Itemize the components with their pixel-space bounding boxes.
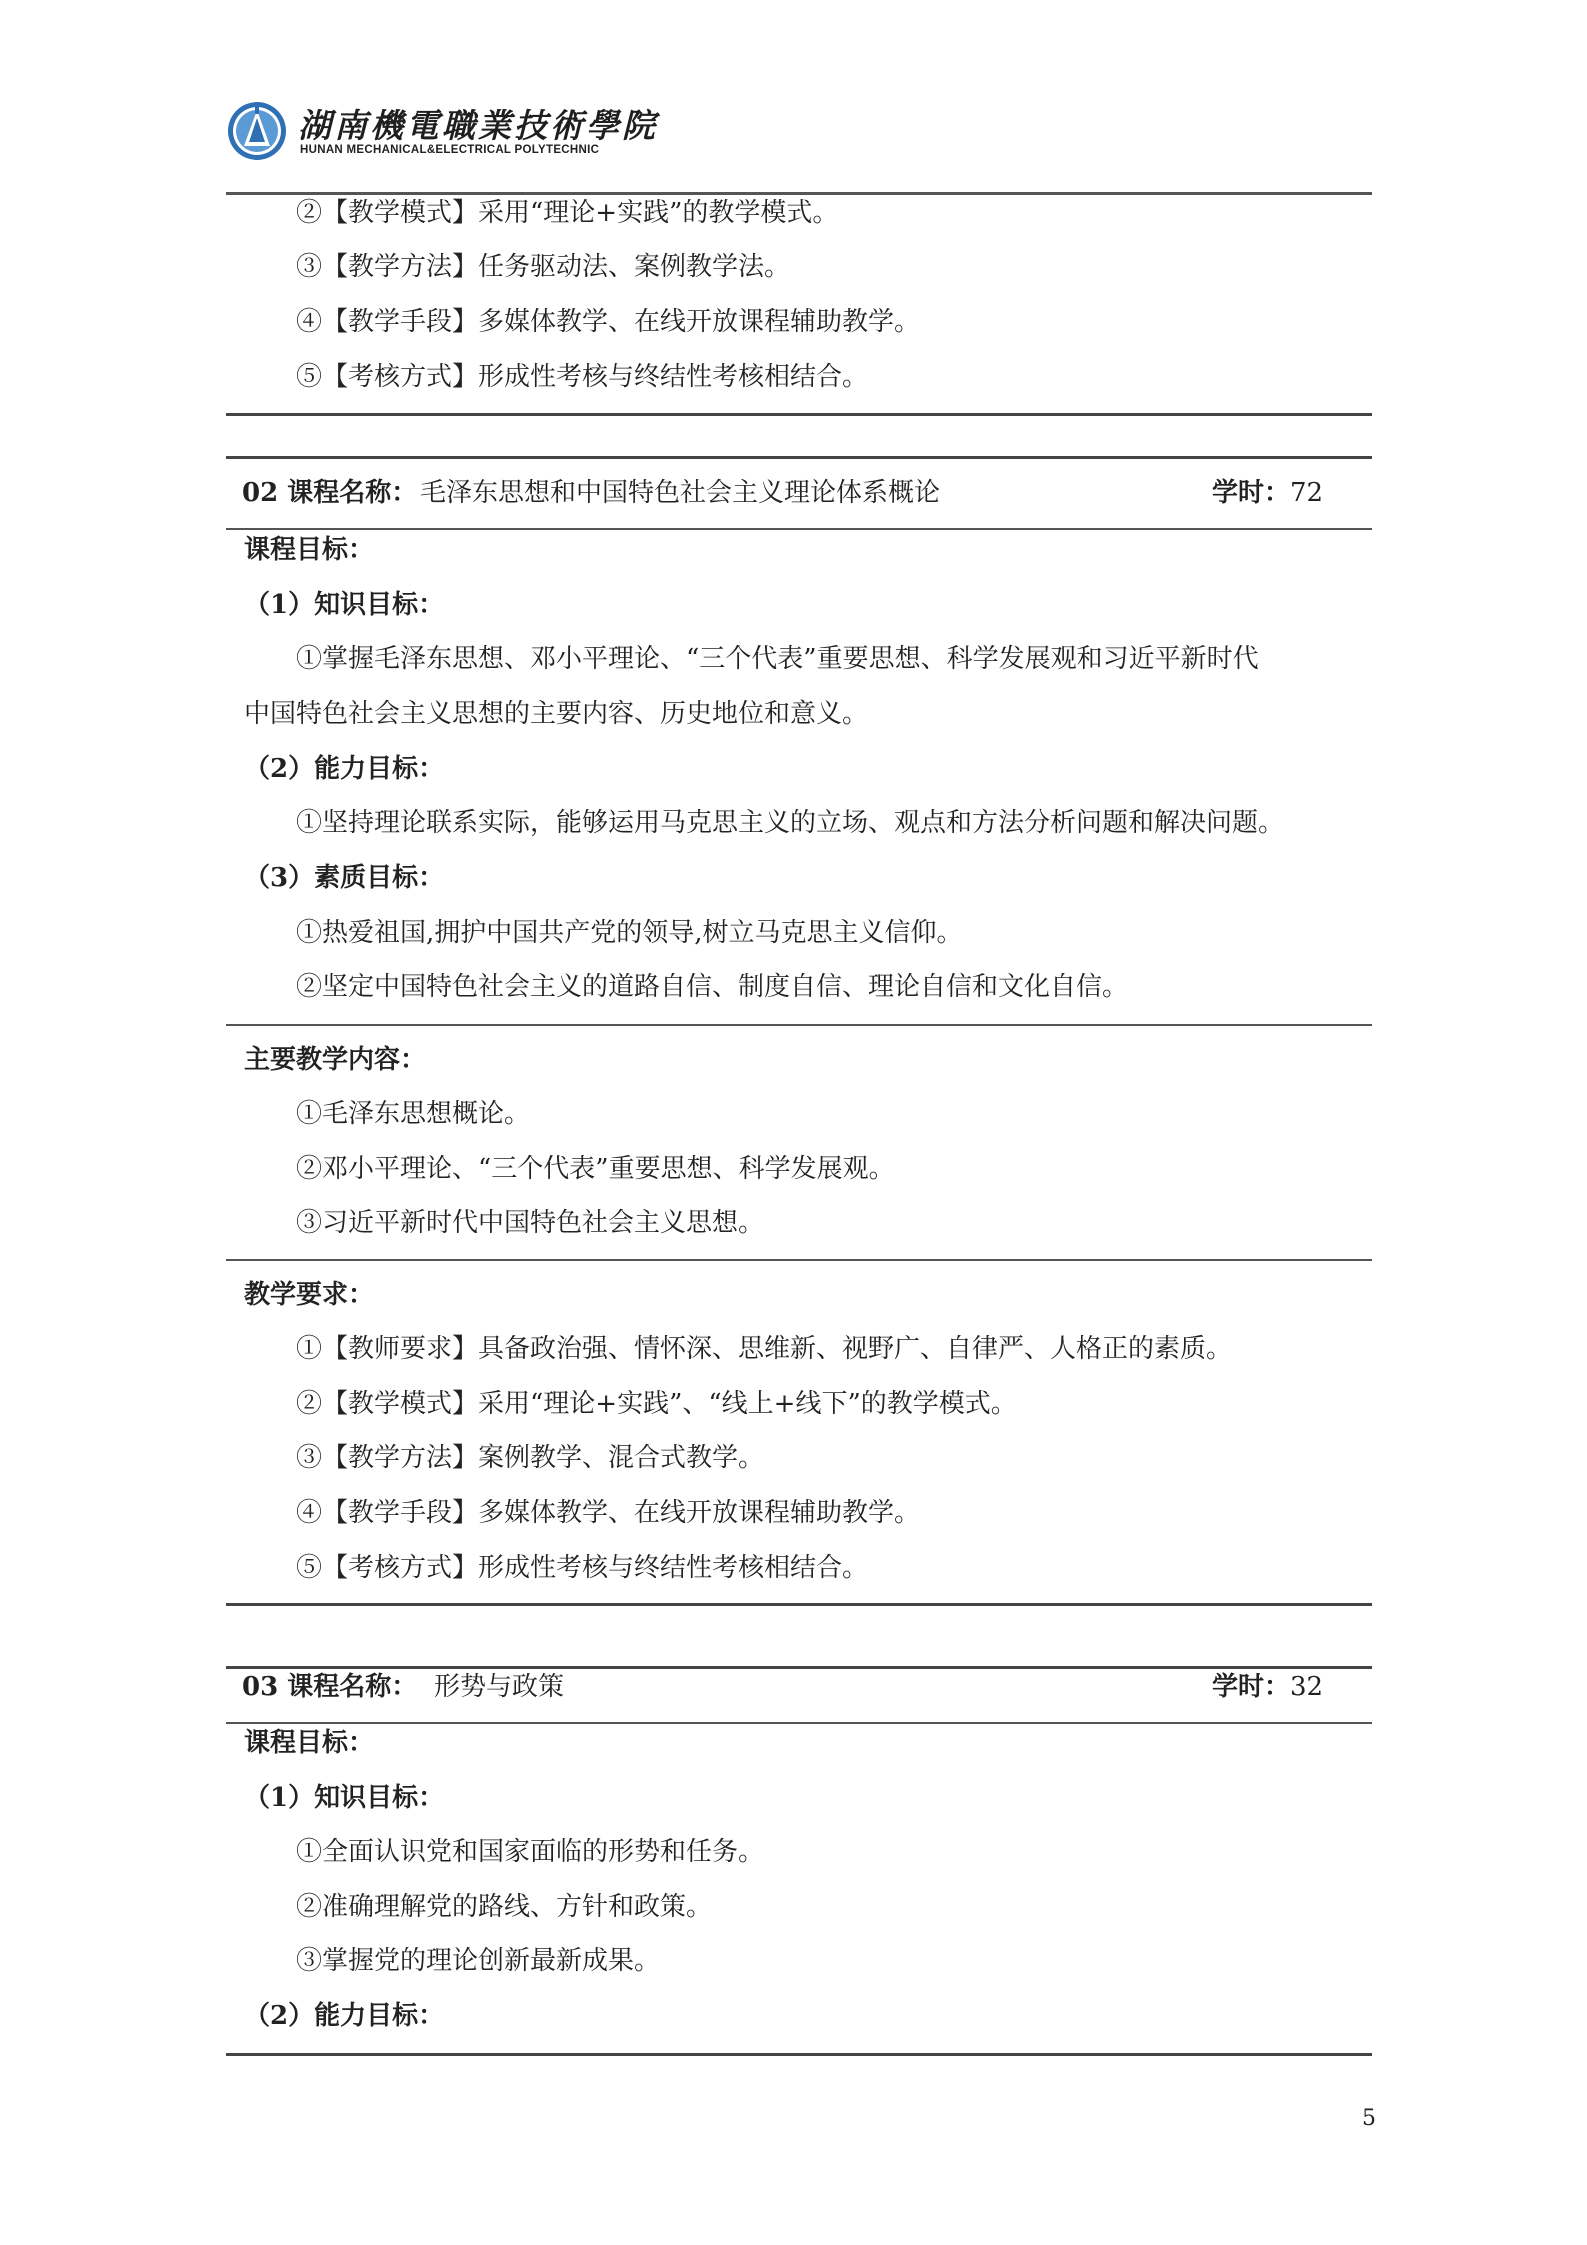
row-rule bbox=[226, 1259, 1372, 1261]
content-item: ②邓小平理论、“三个代表”重要思想、科学发展观。 bbox=[296, 1154, 895, 1184]
requirement-item: ⑤【考核方式】形成性考核与终结性考核相结合。 bbox=[296, 362, 869, 392]
requirements-title: 教学要求： bbox=[244, 1280, 375, 1310]
ability-title: （2）能力目标： bbox=[244, 754, 445, 784]
requirement-item: ②【教学模式】采用“理论+实践”的教学模式。 bbox=[296, 198, 839, 228]
knowledge-title: （1）知识目标： bbox=[244, 1783, 445, 1813]
knowledge-line: 中国特色社会主义思想的主要内容、历史地位和意义。 bbox=[244, 699, 869, 729]
table-top-rule bbox=[226, 1666, 1372, 1669]
quality-line: ①热爱祖国,拥护中国共产党的领导,树立马克思主义信仰。 bbox=[296, 918, 963, 948]
row-rule bbox=[226, 1722, 1372, 1724]
hours-value: 32 bbox=[1290, 1672, 1324, 1702]
school-logo-icon bbox=[226, 100, 288, 162]
hours-label: 学时： bbox=[1212, 478, 1291, 508]
knowledge-line: ①全面认识党和国家面临的形势和任务。 bbox=[296, 1837, 765, 1867]
knowledge-title: （1）知识目标： bbox=[244, 590, 445, 620]
requirement-item: ②【教学模式】采用“理论+实践”、“线上+线下”的教学模式。 bbox=[296, 1389, 1017, 1419]
row-rule bbox=[226, 528, 1372, 530]
requirement-item: ④【教学手段】多媒体教学、在线开放课程辅助教学。 bbox=[296, 307, 921, 337]
quality-line: ②坚定中国特色社会主义的道路自信、制度自信、理论自信和文化自信。 bbox=[296, 972, 1129, 1002]
content-title: 主要教学内容： bbox=[244, 1045, 427, 1075]
table-top-rule bbox=[226, 456, 1372, 459]
quality-title: （3）素质目标： bbox=[244, 863, 445, 893]
row-rule bbox=[226, 1024, 1372, 1026]
course-name-label: 03 课程名称： bbox=[242, 1672, 418, 1702]
course-name: 形势与政策 bbox=[434, 1672, 565, 1702]
requirement-item: ①【教师要求】具备政治强、情怀深、思维新、视野广、自律严、人格正的素质。 bbox=[296, 1334, 1233, 1364]
ability-line: ①坚持理论联系实际，能够运用马克思主义的立场、观点和方法分析问题和解决问题。 bbox=[296, 808, 1285, 838]
course-name-label: 02 课程名称： bbox=[242, 478, 418, 508]
goals-title: 课程目标： bbox=[244, 535, 375, 565]
goals-title: 课程目标： bbox=[244, 1728, 375, 1758]
course-hours bbox=[1212, 1674, 1323, 1700]
hours-value: 72 bbox=[1290, 478, 1324, 508]
requirement-item: ⑤【考核方式】形成性考核与终结性考核相结合。 bbox=[296, 1553, 869, 1583]
header-rule bbox=[226, 192, 1372, 195]
school-name-chinese: 湖南機電職業技術學院 bbox=[298, 106, 658, 145]
knowledge-line: ③掌握党的理论创新最新成果。 bbox=[296, 1946, 661, 1976]
knowledge-line: ①掌握毛泽东思想、邓小平理论、“三个代表”重要思想、科学发展观和习近平新时代 bbox=[296, 644, 1259, 674]
course-hours bbox=[1212, 480, 1323, 506]
requirement-item: ④【教学手段】多媒体教学、在线开放课程辅助教学。 bbox=[296, 1498, 921, 1528]
content-item: ③习近平新时代中国特色社会主义思想。 bbox=[296, 1208, 765, 1238]
hours-label: 学时： bbox=[1212, 1672, 1291, 1702]
requirement-item: ③【教学方法】案例教学、混合式教学。 bbox=[296, 1443, 765, 1473]
page-header bbox=[226, 96, 658, 166]
table-bottom-rule bbox=[226, 413, 1372, 416]
page-number: 5 bbox=[1362, 2106, 1376, 2131]
school-name-english: HUNAN MECHANICAL&ELECTRICAL POLYTECHNIC bbox=[300, 144, 600, 156]
ability-title: （2）能力目标： bbox=[244, 2001, 445, 2031]
requirement-item: ③【教学方法】任务驱动法、案例教学法。 bbox=[296, 252, 791, 282]
table-bottom-rule bbox=[226, 1603, 1372, 1606]
knowledge-line: ②准确理解党的路线、方针和政策。 bbox=[296, 1892, 713, 1922]
table-bottom-rule bbox=[226, 2053, 1372, 2056]
content-item: ①毛泽东思想概论。 bbox=[296, 1099, 531, 1129]
course-name: 毛泽东思想和中国特色社会主义理论体系概论 bbox=[420, 478, 941, 508]
